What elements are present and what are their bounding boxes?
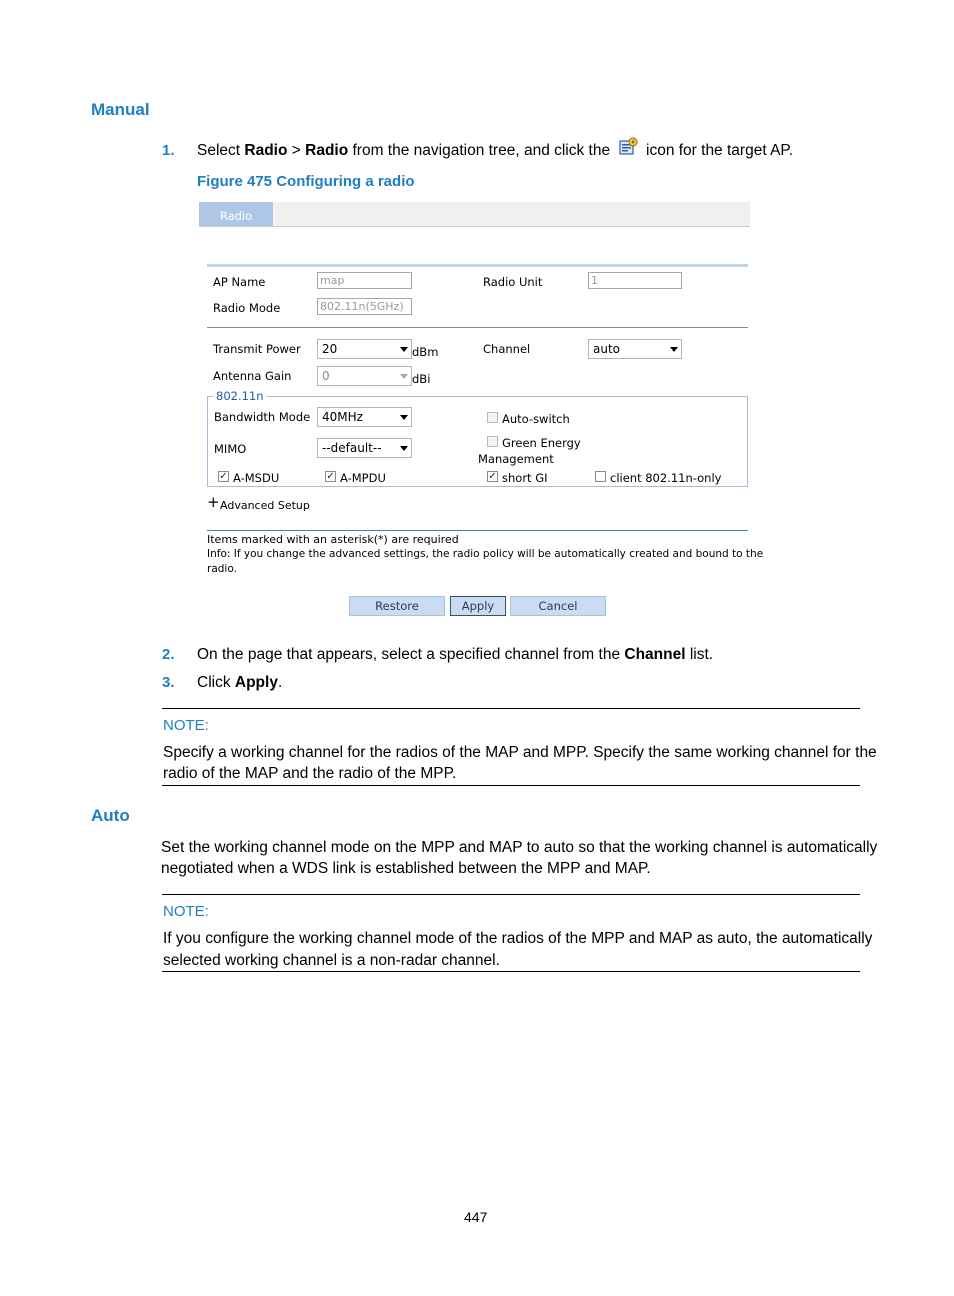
auto-paragraph-line-2: negotiated when a WDS link is established between the MPP and MAP. (161, 860, 651, 877)
required-note: Items marked with an asterisk(*) are required (207, 533, 459, 546)
note-2-bottom-rule (162, 971, 860, 972)
bandwidth-mode-value: 40MHz (322, 410, 363, 424)
step-1-text-b: > (287, 142, 306, 159)
antenna-gain-select[interactable] (317, 366, 412, 386)
antenna-gain-value: 0 (322, 369, 330, 383)
note-2-label: NOTE: (163, 903, 209, 920)
auto-paragraph-line-1: Set the working channel mode on the MPP and MAP to auto so that the working channel is automatically (161, 839, 878, 856)
note-1-label: NOTE: (163, 717, 209, 734)
form-middle-divider (207, 327, 748, 328)
chevron-down-icon (400, 347, 408, 352)
bandwidth-mode-label: Bandwidth Mode (214, 410, 311, 424)
amsdu-label: A-MSDU (233, 471, 280, 485)
info-divider (207, 530, 748, 531)
auto-switch-checkbox[interactable] (487, 412, 498, 423)
step-3-number: 3. (162, 674, 175, 691)
form-top-divider (207, 264, 748, 267)
chevron-down-icon (400, 446, 408, 451)
group-80211n-legend: 802.11n (213, 389, 267, 403)
step-1-number: 1. (162, 142, 175, 159)
info-line-1: Info: If you change the advanced settings, the radio policy will be automatically created and bound to the (207, 548, 764, 560)
restore-button[interactable]: Restore (349, 596, 445, 616)
manual-heading: Manual (91, 100, 150, 119)
note-2-top-rule (162, 894, 860, 895)
note-1-line-2: radio of the MAP and the radio of the MPP. (163, 765, 457, 782)
transmit-power-value: 20 (322, 342, 338, 356)
note-1-top-rule (162, 708, 860, 709)
short-gi-checkbox[interactable]: ✓ (488, 471, 497, 482)
step-2-text-a: On the page that appears, select a specified channel from the (197, 646, 625, 663)
radio-mode-label: Radio Mode (213, 301, 281, 315)
short-gi-label: short GI (502, 471, 548, 485)
note-2-line-1: If you configure the working channel mode of the radios of the MPP and MAP as auto, the automatically (163, 930, 873, 947)
chevron-down-icon (400, 415, 408, 420)
green-energy-checkbox[interactable] (487, 436, 498, 447)
step-2-text (197, 644, 713, 665)
radio-unit-field[interactable]: 1 (588, 272, 682, 289)
step-1-text-a: Select (197, 142, 245, 159)
step-2-text-b: list. (685, 646, 714, 663)
radio-unit-label: Radio Unit (483, 275, 543, 289)
antenna-gain-label: Antenna Gain (213, 369, 292, 383)
client-only-checkbox[interactable] (595, 471, 606, 482)
ampdu-checkbox[interactable]: ✓ (326, 471, 335, 482)
step-1-text (197, 140, 610, 161)
step-1-bold-radio-a: Radio (244, 142, 288, 159)
ap-name-field[interactable]: map (317, 272, 412, 289)
mimo-value: --default-- (322, 441, 382, 455)
channel-select[interactable] (588, 339, 682, 359)
mimo-select[interactable] (317, 438, 412, 458)
mimo-label: MIMO (214, 442, 247, 456)
bandwidth-mode-select[interactable] (317, 407, 412, 427)
configure-icon (619, 137, 639, 157)
radio-mode-field[interactable]: 802.11n(5GHz) (317, 298, 412, 315)
note-1-line-1: Specify a working channel for the radios of the MAP and MPP. Specify the same working channel for the (163, 744, 877, 761)
chevron-down-icon (670, 347, 678, 352)
ampdu-label: A-MPDU (340, 471, 386, 485)
figure-caption: Figure 475 Configuring a radio (197, 173, 415, 190)
amsdu-checkbox[interactable]: ✓ (219, 471, 228, 482)
ap-name-label: AP Name (213, 275, 266, 289)
note-1-bottom-rule (162, 785, 860, 786)
step-3-bold-apply: Apply (234, 674, 278, 691)
step-3-text-b: . (277, 674, 283, 691)
step-2-number: 2. (162, 646, 175, 663)
note-2-line-2: selected working channel is a non-radar channel. (163, 952, 500, 969)
page-number: 447 (464, 1209, 488, 1225)
transmit-power-label: Transmit Power (213, 342, 301, 356)
info-line-2: radio. (207, 563, 237, 575)
auto-switch-label: Auto-switch (502, 412, 570, 426)
advanced-setup-link[interactable]: Advanced Setup (220, 499, 310, 512)
cancel-button[interactable]: Cancel (510, 596, 606, 616)
client-only-label: client 802.11n-only (610, 471, 722, 485)
step-3-text-a: Click (197, 674, 235, 691)
step-1-text-c: from the navigation tree, and click the (348, 142, 611, 159)
tab-radio[interactable]: Radio (199, 202, 273, 226)
channel-value: auto (593, 342, 621, 356)
step-2-bold-channel: Channel (624, 646, 686, 663)
green-energy-label-line2: Management (478, 452, 554, 466)
green-energy-label: Green Energy (502, 436, 581, 450)
channel-label: Channel (483, 342, 531, 356)
tab-bar (199, 202, 750, 227)
chevron-down-icon (400, 374, 408, 379)
auto-heading: Auto (91, 806, 130, 825)
transmit-power-select[interactable] (317, 339, 412, 359)
transmit-power-unit: dBm (412, 345, 439, 359)
step-3-text (197, 672, 282, 693)
step-1-text-end: icon for the target AP. (646, 142, 794, 159)
expand-plus-icon[interactable]: + (207, 493, 220, 511)
apply-button[interactable]: Apply (450, 596, 506, 616)
antenna-gain-unit: dBi (412, 372, 431, 386)
step-1-bold-radio-b: Radio (305, 142, 349, 159)
